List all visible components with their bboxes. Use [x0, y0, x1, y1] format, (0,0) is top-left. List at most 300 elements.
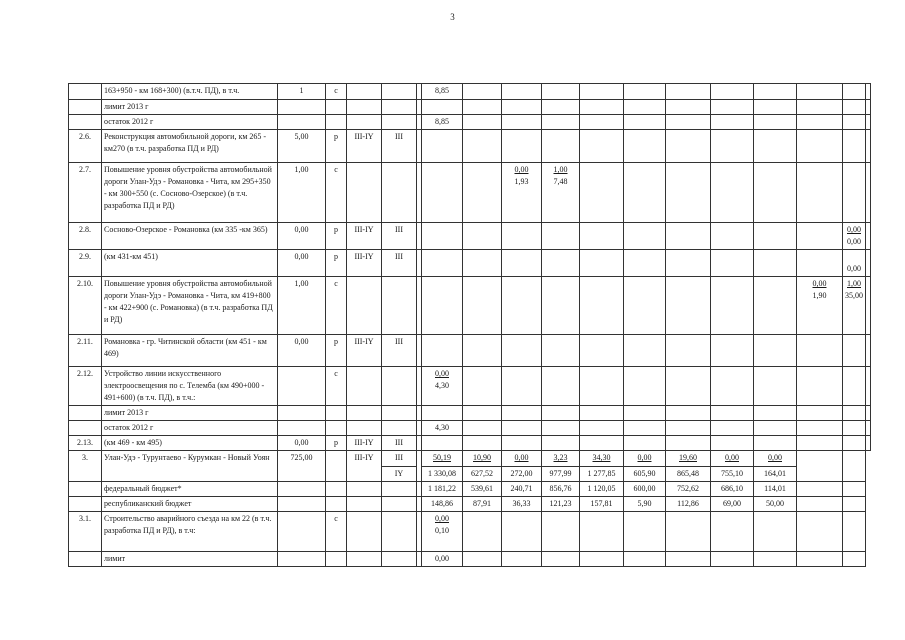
- category-cell: [382, 84, 417, 100]
- value-cell: [666, 421, 711, 436]
- category-cell: III: [382, 335, 417, 367]
- value-cell: [422, 163, 463, 223]
- value-cell: 121,23: [542, 497, 580, 512]
- value-cell: [843, 406, 866, 421]
- value-cell: [866, 277, 871, 335]
- value-cell: 0,00: [754, 451, 797, 467]
- value-cell: 272,00: [502, 467, 542, 482]
- table-row: [69, 250, 871, 277]
- value-cell: [624, 250, 666, 277]
- type-cell: [326, 421, 347, 436]
- value-stack: [424, 368, 460, 392]
- row-number: [69, 406, 102, 421]
- value-cell: [866, 100, 871, 115]
- value-cell: [843, 130, 866, 163]
- amount-value: 7,48: [553, 177, 568, 186]
- value-cell: [843, 451, 866, 482]
- table-cell: [347, 482, 382, 497]
- table-cell: [278, 552, 326, 567]
- value-cell: [754, 84, 797, 100]
- value-cell: [502, 115, 542, 130]
- value-cell: [463, 115, 502, 130]
- value-cell: [666, 406, 711, 421]
- row-number: 3.: [69, 451, 102, 482]
- row-name: Строительство аварийного съезда на км 22 (в т.ч. разработка ПД и РД), в т.ч:: [102, 512, 278, 552]
- value-cell: 539,61: [463, 482, 502, 497]
- length-cell: 0,00: [278, 335, 326, 367]
- value-cell: 686,10: [711, 482, 754, 497]
- value-cell: [754, 130, 797, 163]
- table-row: [69, 406, 871, 421]
- value-cell: [580, 552, 624, 567]
- value-cell: [542, 250, 580, 277]
- category-cell: [347, 406, 382, 421]
- value-stack: [424, 513, 460, 537]
- amount-value: 4,30: [435, 381, 449, 390]
- row-number: 2.12.: [69, 367, 102, 406]
- value-cell: [754, 223, 797, 250]
- value-cell: [711, 100, 754, 115]
- value-cell: [580, 163, 624, 223]
- value-cell: [866, 406, 871, 421]
- value-stack: [544, 164, 577, 188]
- type-cell: р: [326, 335, 347, 367]
- value-cell: [666, 223, 711, 250]
- amount-value: 4,30: [435, 423, 449, 432]
- value-cell: [542, 406, 580, 421]
- value-cell: [754, 115, 797, 130]
- value-cell: [542, 223, 580, 250]
- value-cell: [866, 84, 871, 100]
- value-cell: 36,33: [502, 497, 542, 512]
- value-cell: [711, 335, 754, 367]
- table-row: [69, 223, 871, 250]
- value-cell: [463, 335, 502, 367]
- table-cell: [326, 552, 347, 567]
- value-cell: [463, 552, 502, 567]
- row-number: [69, 100, 102, 115]
- table-cell: [347, 497, 382, 512]
- value-cell: [843, 497, 866, 512]
- type-cell: [326, 451, 347, 482]
- value-cell: [797, 115, 843, 130]
- row-name: Сосново-Озерское - Романовка (км 335 -км 365): [102, 223, 278, 250]
- value-cell: [754, 436, 797, 451]
- value-cell: [502, 406, 542, 421]
- length-cell: 0,00: [278, 250, 326, 277]
- value-cell: [711, 84, 754, 100]
- value-cell: [422, 84, 463, 100]
- table-row: [69, 482, 871, 497]
- value-cell: [866, 421, 871, 436]
- value-cell: [624, 163, 666, 223]
- value-cell: [624, 130, 666, 163]
- row-number: 2.9.: [69, 250, 102, 277]
- limit-value: 0,00: [812, 279, 827, 288]
- value-cell: [422, 250, 463, 277]
- value-cell: [580, 277, 624, 335]
- length-cell: [278, 421, 326, 436]
- row-number: 2.11.: [69, 335, 102, 367]
- value-cell: 112,86: [666, 497, 711, 512]
- value-cell: [463, 367, 502, 406]
- type-cell: [326, 406, 347, 421]
- value-cell: [502, 223, 542, 250]
- amount-value: 0,00: [847, 237, 861, 246]
- value-cell: 755,10: [711, 467, 754, 482]
- amount-value: 1,93: [514, 177, 529, 186]
- value-cell: 605,90: [624, 467, 666, 482]
- category-cell: III-IY: [347, 335, 382, 367]
- table-row: [69, 497, 871, 512]
- value-cell: [422, 115, 463, 130]
- value-cell: [542, 512, 580, 552]
- value-cell: [754, 552, 797, 567]
- value-cell: [754, 250, 797, 277]
- value-cell: [542, 277, 580, 335]
- row-name: Повышение уровня обустройства автомобильной дороги Улан-Удэ - Романовка - Чита, км 295+350 - км 300+550 (с. Сосново-Озерское) (в т.ч. разработка ПД и РД): [102, 163, 278, 223]
- value-cell: [542, 552, 580, 567]
- value-cell: [666, 100, 711, 115]
- category-cell: [382, 100, 417, 115]
- value-cell: [754, 421, 797, 436]
- value-stack: [424, 85, 460, 97]
- length-cell: 0,00: [278, 436, 326, 451]
- length-cell: [278, 512, 326, 552]
- value-cell: [797, 223, 843, 250]
- value-cell: [754, 406, 797, 421]
- value-cell: [624, 84, 666, 100]
- value-cell: [463, 421, 502, 436]
- table-row: [69, 277, 871, 335]
- category-cell: III-IY: [347, 250, 382, 277]
- category-cell: III-IY: [347, 436, 382, 451]
- value-cell: [502, 130, 542, 163]
- length-cell: 1: [278, 84, 326, 100]
- value-cell: [463, 436, 502, 451]
- value-cell: 600,00: [624, 482, 666, 497]
- amount-value: 8,85: [435, 117, 449, 126]
- value-cell: [843, 84, 866, 100]
- value-cell: 3,23: [542, 451, 580, 467]
- page-number: 3: [450, 12, 455, 22]
- value-cell: [624, 367, 666, 406]
- limit-value: 1,00: [553, 165, 568, 174]
- value-cell: [797, 130, 843, 163]
- length-cell: [278, 115, 326, 130]
- value-cell: [666, 512, 711, 552]
- value-cell: [866, 436, 871, 451]
- value-cell: 157,81: [580, 497, 624, 512]
- value-stack: [845, 224, 863, 248]
- value-cell: [797, 512, 843, 552]
- value-cell: [624, 100, 666, 115]
- value-cell: [711, 250, 754, 277]
- value-cell: [666, 250, 711, 277]
- value-cell: [580, 512, 624, 552]
- row-number: [69, 421, 102, 436]
- value-cell: [711, 163, 754, 223]
- value-cell: [463, 100, 502, 115]
- category-cell: III-IY: [347, 451, 382, 482]
- value-cell: 1 277,85: [580, 467, 624, 482]
- value-cell: [843, 100, 866, 115]
- row-number: [69, 497, 102, 512]
- value-cell: [843, 436, 866, 451]
- value-cell: [843, 512, 866, 552]
- type-cell: с: [326, 277, 347, 335]
- value-cell: [843, 277, 866, 335]
- value-stack: [845, 251, 863, 275]
- value-cell: [422, 367, 463, 406]
- length-cell: 1,00: [278, 163, 326, 223]
- row-number: 2.13.: [69, 436, 102, 451]
- value-cell: [422, 406, 463, 421]
- value-cell: [843, 421, 866, 436]
- value-cell: [711, 277, 754, 335]
- limit-value: 0,00: [514, 165, 529, 174]
- table-cell: [382, 482, 417, 497]
- value-cell: [666, 130, 711, 163]
- row-name: республиканский бюджет: [102, 497, 278, 512]
- length-cell: 0,00: [278, 223, 326, 250]
- value-cell: [624, 115, 666, 130]
- length-cell: 5,00: [278, 130, 326, 163]
- category-cell: III: [382, 250, 417, 277]
- row-number: [69, 552, 102, 567]
- type-cell: с: [326, 163, 347, 223]
- value-cell: [422, 277, 463, 335]
- value-cell: 856,76: [542, 482, 580, 497]
- value-stack: [504, 164, 539, 188]
- value-cell: 50,00: [754, 497, 797, 512]
- type-cell: [326, 100, 347, 115]
- value-cell: 0,00: [422, 552, 463, 567]
- value-cell: [624, 421, 666, 436]
- type-cell: [326, 115, 347, 130]
- value-cell: [463, 130, 502, 163]
- value-cell: [866, 223, 871, 250]
- value-cell: [666, 163, 711, 223]
- row-name: Повышение уровня обустройства автомобильной дороги Улан-Удэ - Романовка - Чита, км 419+800 - км 422+900 (с. Романовка) (в т.ч. разработка ПД и РД): [102, 277, 278, 335]
- value-cell: 50,19: [422, 451, 463, 467]
- value-cell: [422, 130, 463, 163]
- table-cell: [382, 497, 417, 512]
- amount-value: 0,10: [435, 526, 449, 535]
- row-name: Реконструкция автомобильной дороги, км 265 - км270 (в т.ч. разработка ПД и РД): [102, 130, 278, 163]
- value-cell: 240,71: [502, 482, 542, 497]
- row-number: [69, 482, 102, 497]
- table-cell: [326, 482, 347, 497]
- table-cell: [278, 497, 326, 512]
- value-cell: 865,48: [666, 467, 711, 482]
- type-cell: с: [326, 367, 347, 406]
- value-cell: [542, 115, 580, 130]
- value-cell: [754, 367, 797, 406]
- category-cell: III-IY: [347, 223, 382, 250]
- table-row: [69, 335, 871, 367]
- value-cell: [463, 406, 502, 421]
- value-cell: [666, 552, 711, 567]
- value-cell: [711, 512, 754, 552]
- value-cell: [422, 512, 463, 552]
- value-cell: [797, 335, 843, 367]
- value-cell: [843, 163, 866, 223]
- value-cell: [463, 277, 502, 335]
- value-cell: [542, 100, 580, 115]
- value-cell: [797, 552, 843, 567]
- table-row: [69, 421, 871, 436]
- value-cell: [866, 335, 871, 367]
- table-row: [69, 552, 871, 567]
- category-cell: [347, 163, 382, 223]
- table-row: [69, 130, 871, 163]
- value-cell: [843, 552, 866, 567]
- value-cell: 0,00: [502, 451, 542, 467]
- value-cell: [624, 335, 666, 367]
- value-cell: [666, 84, 711, 100]
- value-cell: [463, 163, 502, 223]
- value-cell: [866, 163, 871, 223]
- value-cell: [754, 277, 797, 335]
- value-cell: [502, 84, 542, 100]
- value-cell: [711, 223, 754, 250]
- value-cell: [502, 250, 542, 277]
- category-cell: III-IY: [347, 130, 382, 163]
- row-number: [69, 115, 102, 130]
- value-cell: [797, 250, 843, 277]
- value-cell: [843, 367, 866, 406]
- value-cell: 10,90: [463, 451, 502, 467]
- value-cell: [666, 115, 711, 130]
- value-cell: [542, 130, 580, 163]
- value-cell: [666, 436, 711, 451]
- row-name: Улан-Удэ - Турунтаево - Курумкан - Новый Уоян: [102, 451, 278, 482]
- length-cell: [278, 367, 326, 406]
- category-cell: [382, 277, 417, 335]
- table-cell: [326, 497, 347, 512]
- amount-value: 8,85: [435, 86, 449, 95]
- value-cell: [624, 223, 666, 250]
- value-stack: [845, 278, 863, 302]
- value-cell: [797, 406, 843, 421]
- value-cell: [422, 421, 463, 436]
- value-cell: [502, 100, 542, 115]
- amount-value: 0,00: [847, 264, 861, 273]
- type-cell: с: [326, 512, 347, 552]
- table-cell: [278, 482, 326, 497]
- category-cell: [382, 406, 417, 421]
- value-cell: [866, 130, 871, 163]
- row-name: Устройство линии искусственного электроосвещения по с. Телемба (км 490+000 - 491+600) (в т.ч. ПД), в т.ч.:: [102, 367, 278, 406]
- value-cell: [711, 367, 754, 406]
- row-name: 163+950 - км 168+300) (в.т.ч. ПД), в т.ч.: [102, 84, 278, 100]
- value-stack: [799, 278, 840, 302]
- value-cell: [542, 163, 580, 223]
- limit-value: 0,00: [847, 225, 861, 234]
- table-row: [69, 84, 871, 100]
- value-cell: 1 181,22: [422, 482, 463, 497]
- value-cell: 5,90: [624, 497, 666, 512]
- value-cell: [797, 277, 843, 335]
- value-cell: [463, 84, 502, 100]
- value-cell: [502, 421, 542, 436]
- value-cell: [843, 223, 866, 250]
- table-row: [69, 367, 871, 406]
- value-cell: [502, 512, 542, 552]
- value-cell: [843, 250, 866, 277]
- value-cell: [797, 482, 843, 497]
- limit-value: 0,00: [435, 514, 449, 523]
- value-cell: [422, 100, 463, 115]
- value-cell: [580, 421, 624, 436]
- value-cell: 34,30: [580, 451, 624, 467]
- row-name: лимит: [102, 552, 278, 567]
- type-cell: р: [326, 130, 347, 163]
- value-cell: 627,52: [463, 467, 502, 482]
- value-cell: [711, 115, 754, 130]
- type-cell: р: [326, 436, 347, 451]
- table-row: [69, 436, 871, 451]
- row-number: 2.8.: [69, 223, 102, 250]
- value-cell: [580, 100, 624, 115]
- category-cell: III: [382, 451, 417, 467]
- value-cell: 0,00: [624, 451, 666, 467]
- value-cell: [797, 163, 843, 223]
- value-cell: [843, 335, 866, 367]
- length-cell: [278, 406, 326, 421]
- limit-value: 1,00: [847, 279, 861, 288]
- value-cell: [866, 115, 871, 130]
- row-number: 2.10.: [69, 277, 102, 335]
- value-cell: [463, 250, 502, 277]
- value-cell: [580, 115, 624, 130]
- value-cell: 164,01: [754, 467, 797, 482]
- length-cell: 1,00: [278, 277, 326, 335]
- type-cell: с: [326, 84, 347, 100]
- data-table: [68, 83, 871, 567]
- value-cell: [580, 367, 624, 406]
- value-cell: [502, 163, 542, 223]
- value-cell: 1 330,08: [422, 467, 463, 482]
- value-cell: [711, 552, 754, 567]
- row-name: (км 469 - км 495): [102, 436, 278, 451]
- row-name: остаток 2012 г: [102, 421, 278, 436]
- value-cell: [542, 84, 580, 100]
- value-cell: 69,00: [711, 497, 754, 512]
- amount-value: 1,90: [812, 291, 827, 300]
- value-cell: 114,01: [754, 482, 797, 497]
- value-cell: [463, 512, 502, 552]
- category-cell: [347, 421, 382, 436]
- value-cell: [542, 367, 580, 406]
- category-cell: [347, 512, 382, 552]
- value-cell: [711, 421, 754, 436]
- row-name: лимит 2013 г: [102, 100, 278, 115]
- row-number: 3.1.: [69, 512, 102, 552]
- value-cell: [502, 552, 542, 567]
- row-name: остаток 2012 г: [102, 115, 278, 130]
- category-cell: III: [382, 223, 417, 250]
- table-row: [69, 451, 871, 467]
- length-cell: [278, 100, 326, 115]
- value-cell: [624, 512, 666, 552]
- value-cell: [866, 367, 871, 406]
- limit-value: 0,00: [435, 369, 449, 378]
- category-cell: [382, 512, 417, 552]
- value-cell: [754, 163, 797, 223]
- value-cell: [797, 84, 843, 100]
